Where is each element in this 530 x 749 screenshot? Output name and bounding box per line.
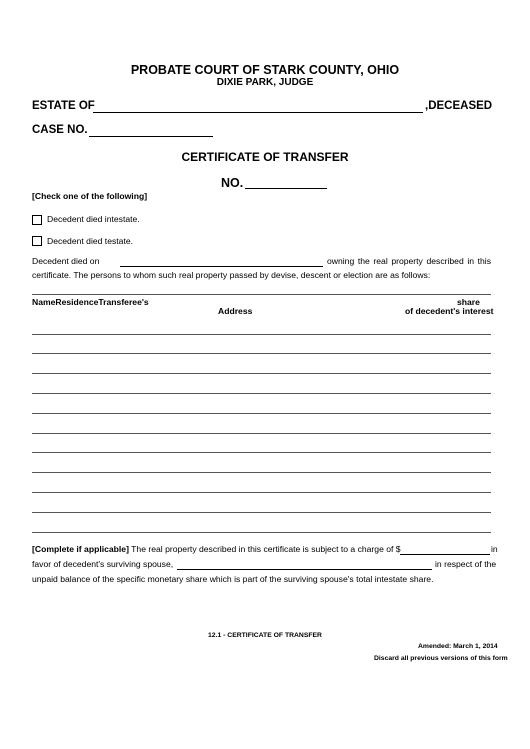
decedent-died-label: Decedent died on [32, 256, 100, 266]
deceased-label: ,DECEASED [425, 100, 493, 112]
estate-name-field[interactable] [93, 112, 423, 113]
transferee-entry-line[interactable] [32, 492, 491, 493]
testate-label: Decedent died testate. [47, 236, 133, 246]
judge-name: DIXIE PARK, JUDGE [216, 77, 314, 88]
intestate-label: Decedent died intestate. [47, 214, 140, 224]
transferee-entry-line[interactable] [32, 373, 491, 374]
unpaid-balance-text: unpaid balance of the specific monetary share which is part of the surviving spouse's total intestate share. [32, 574, 434, 584]
table-top-rule [32, 294, 491, 295]
spouse-favor-label: favor of decedent's surviving spouse, [32, 559, 174, 569]
transferee-entry-line[interactable] [32, 433, 491, 434]
transferee-entry-line[interactable] [32, 532, 491, 533]
respect-of-label: in respect of the [435, 559, 497, 569]
transferee-entry-line[interactable] [32, 472, 491, 473]
discard-notice: Discard all previous versions of this form [374, 655, 508, 662]
transferee-entry-line[interactable] [32, 452, 491, 453]
owning-property-text: owning the real property described in this [327, 256, 491, 266]
column-header-names: NameResidenceTransferee's [32, 297, 149, 307]
charge-text: The real property described in this certificate is subject to a charge of $ [131, 544, 401, 554]
case-number-field[interactable] [89, 136, 213, 137]
testate-checkbox[interactable] [32, 236, 42, 246]
case-number-label: CASE NO. [32, 124, 88, 136]
intestate-checkbox[interactable] [32, 215, 42, 225]
transferee-entry-line[interactable] [32, 353, 491, 354]
date-of-death-field[interactable] [120, 266, 323, 267]
charge-statement [32, 544, 401, 554]
court-title: PROBATE COURT OF STARK COUNTY, OHIO [130, 63, 400, 77]
certificate-number-field[interactable] [245, 188, 327, 189]
column-header-share-detail: of decedent's interest [405, 306, 494, 316]
charge-amount-field[interactable] [400, 554, 490, 555]
column-header-share: share [457, 297, 480, 307]
form-identifier: 12.1 - CERTIFICATE OF TRANSFER [208, 632, 322, 639]
check-instruction: [Check one of the following] [32, 191, 148, 201]
transferee-entry-line[interactable] [32, 512, 491, 513]
certificate-number-label: NO. [221, 176, 244, 190]
column-header-address: Address [218, 306, 253, 316]
complete-if-applicable-label: [Complete if applicable] [32, 544, 129, 554]
charge-in-label: in [491, 544, 498, 554]
document-title: CERTIFICATE OF TRANSFER [181, 150, 349, 164]
persons-statement: certificate. The persons to whom such real property passed by devise, descent or election are as follows: [32, 270, 431, 280]
transferee-entry-line[interactable] [32, 393, 491, 394]
surviving-spouse-field[interactable] [177, 569, 432, 570]
transferee-entry-line[interactable] [32, 334, 491, 335]
amended-date: Amended: March 1, 2014 [418, 643, 498, 650]
transferee-entry-line[interactable] [32, 413, 491, 414]
estate-label: ESTATE OF [32, 100, 95, 112]
